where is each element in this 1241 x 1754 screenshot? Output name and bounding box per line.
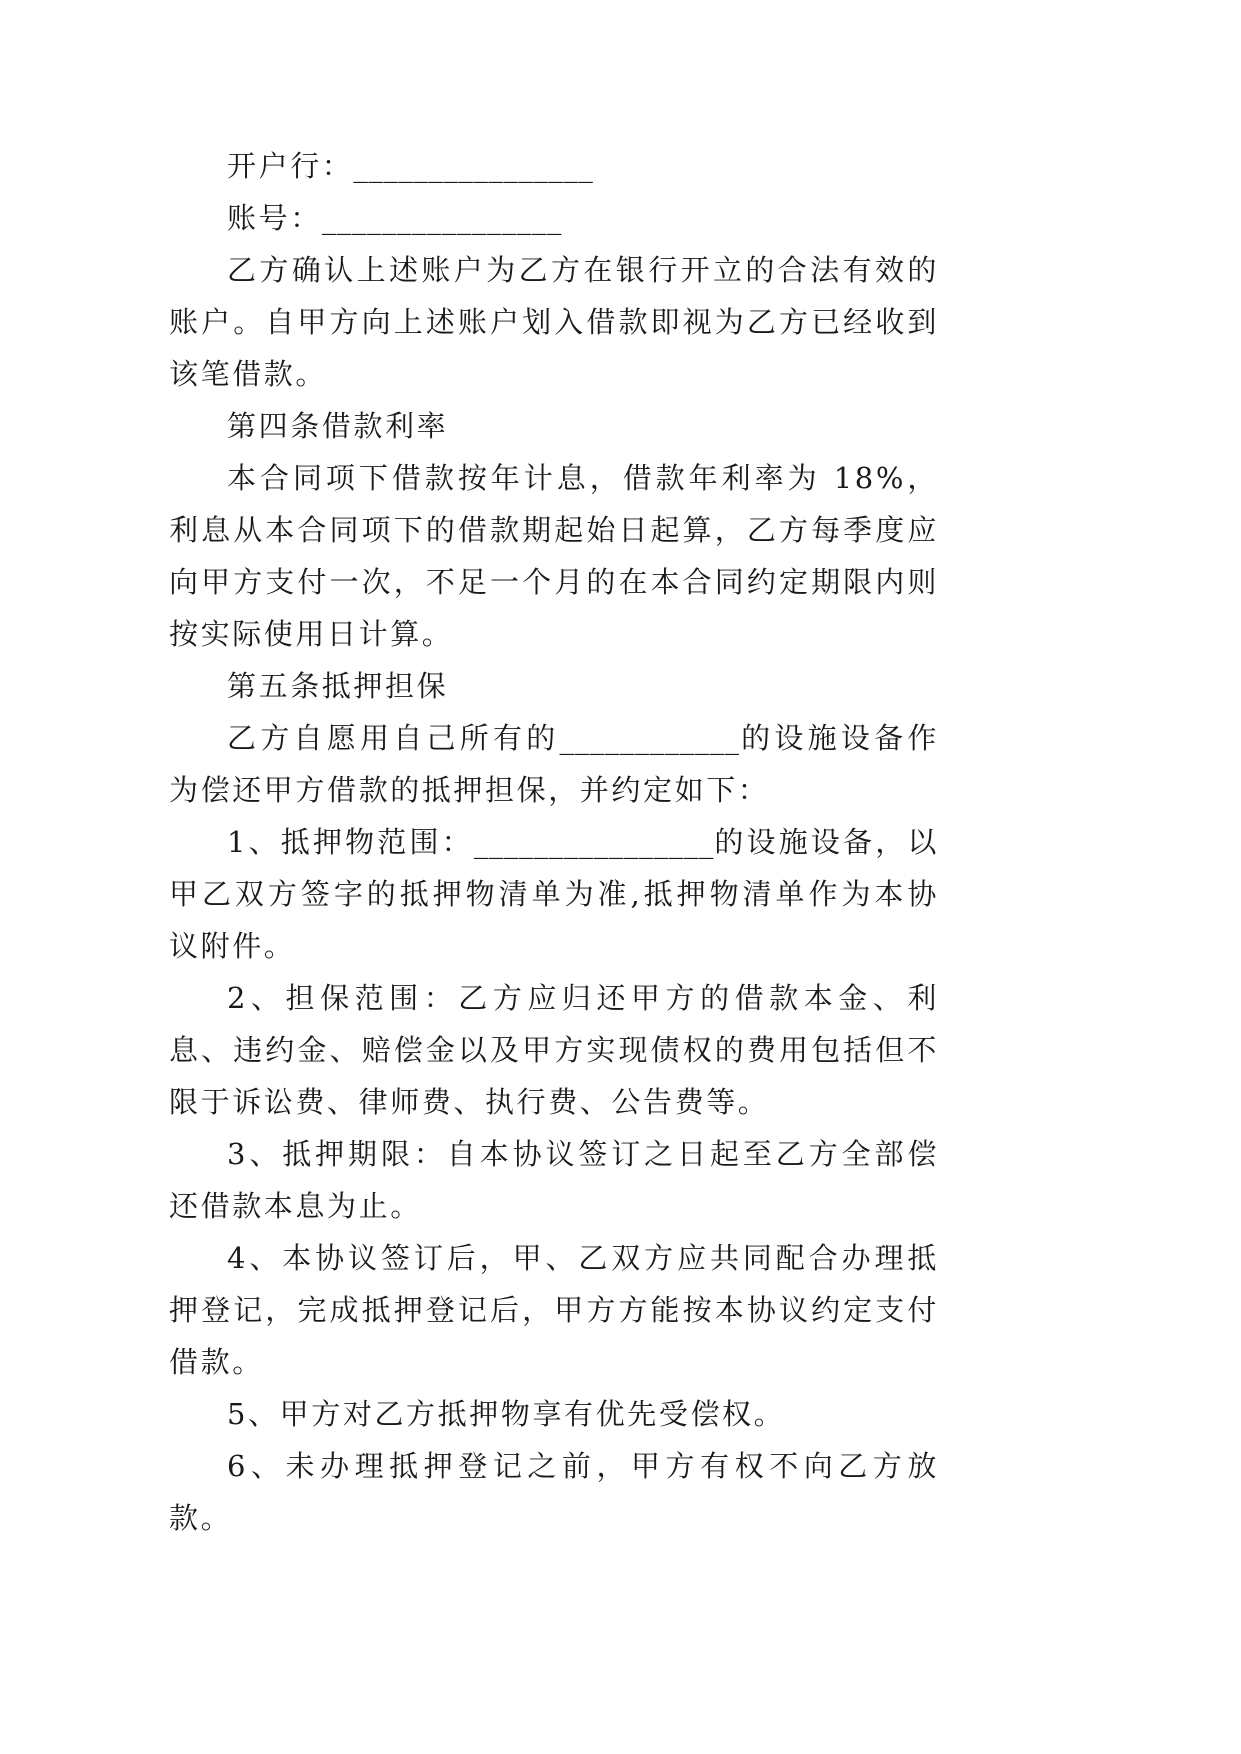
article4-title: 第四条借款利率 [227, 409, 449, 443]
account-line [169, 192, 939, 244]
item1-blank: ________________ [473, 825, 714, 859]
account-confirm-paragraph: 乙方确认上述账户为乙方在银行开立的合法有效的账户。自甲方向上述账户划入借款即视为乙方已经收到该笔借款。 [169, 253, 939, 391]
item1-before: 1、抵押物范围： [227, 825, 474, 859]
article5-title: 第五条抵押担保 [227, 669, 449, 703]
article5-item4: 4、本协议签订后，甲、乙双方应共同配合办理抵押登记，完成抵押登记后，甲方方能按本协议约定支付借款。 [169, 1241, 939, 1379]
account-blank: ________________ [321, 201, 562, 235]
article5-intro [169, 712, 939, 816]
document-body [169, 140, 939, 1544]
article5-item6: 6、未办理抵押登记之前，甲方有权不向乙方放款。 [169, 1449, 939, 1535]
article5-intro-after: 的设施设备作为偿还甲方借款的抵押担保，并约定如下： [169, 721, 939, 807]
article4-body: 本合同项下借款按年计息，借款年利率为 18%，利息从本合同项下的借款期起始日起算，乙方每季度应向甲方支付一次，不足一个月的在本合同约定期限内则按实际使用日计算。 [169, 461, 939, 651]
bank-label: 开户行： [227, 149, 354, 183]
article5-item3: 3、抵押期限：自本协议签订之日起至乙方全部偿还借款本息为止。 [169, 1137, 939, 1223]
article5-item1 [169, 816, 939, 972]
article5-intro-before: 乙方自愿用自己所有的 [227, 721, 560, 755]
article5-item2: 2、担保范围：乙方应归还甲方的借款本金、利息、违约金、赔偿金以及甲方实现债权的费用包括但不限于诉讼费、律师费、执行费、公告费等。 [169, 981, 939, 1119]
item1-after: 的设施设备，以甲乙双方签字的抵押物清单为准,抵押物清单作为本协议附件。 [169, 825, 939, 963]
account-label: 账号： [227, 201, 322, 235]
article5-item5: 5、甲方对乙方抵押物享有优先受偿权。 [227, 1397, 786, 1431]
bank-blank: ________________ [353, 149, 594, 183]
bank-line [169, 140, 939, 192]
article5-intro-blank: ____________ [559, 721, 740, 755]
